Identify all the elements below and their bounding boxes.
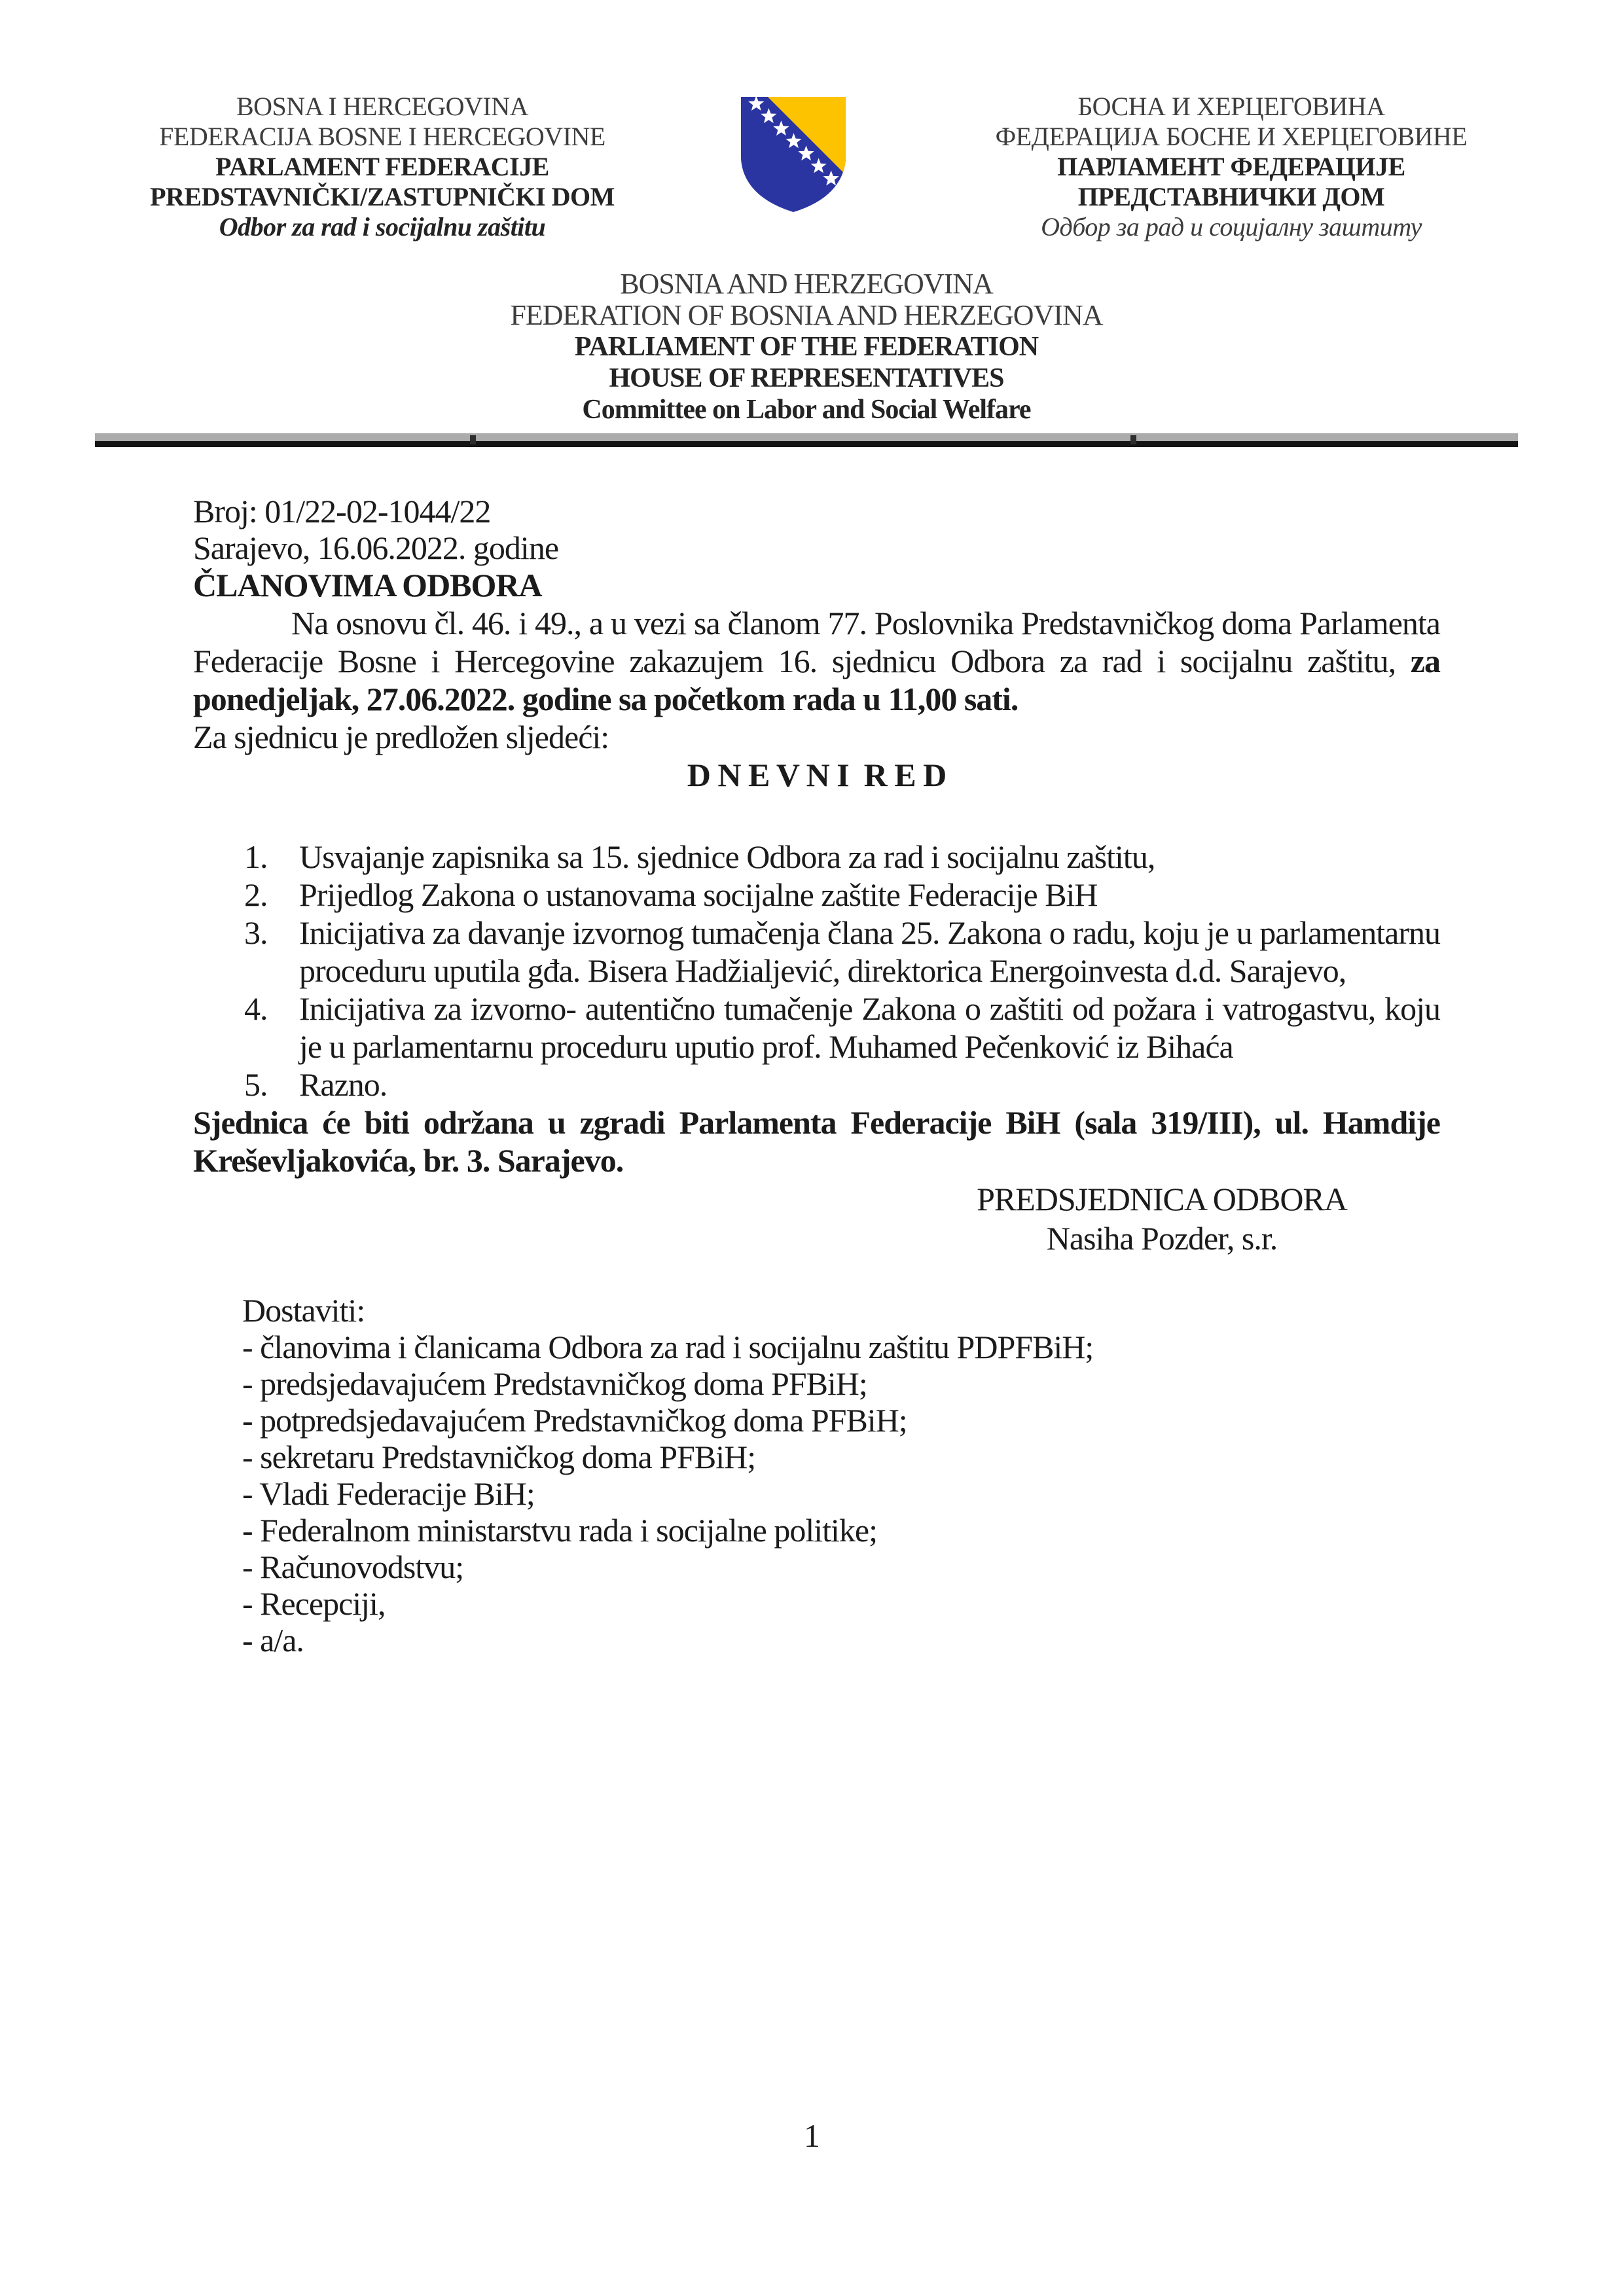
letterhead-bosnian-line: PREDSTAVNIČKI/ZASTUPNIČKI DOM	[150, 182, 615, 211]
addressee-heading: ČLANOVIMA ODBORA	[193, 567, 542, 603]
page-number: 1	[804, 2117, 820, 2154]
agenda-item-number: 2.	[244, 876, 268, 913]
distribution-item: - potpredsjedavajućem Predstavničkog doma PFBiH;	[242, 1402, 907, 1439]
distribution-item: - Računovodstvu;	[242, 1549, 464, 1585]
agenda-item-text: Usvajanje zapisnika sa 15. sjednice Odbora za rad i socijalnu zaštitu,	[299, 838, 1155, 875]
agenda-item-number: 3.	[244, 914, 268, 951]
letterhead-cyrillic-line: ПРЕДСТАВНИЧКИ ДОМ	[1077, 182, 1385, 211]
letterhead-cyrillic-line: ФЕДЕРАЦИЈА БОСНЕ И ХЕРЦЕГОВИНЕ	[995, 122, 1468, 151]
letterhead-english-line: BOSNIA AND HERZEGOVINA	[620, 268, 993, 300]
letterhead-cyrillic-line: Одбор за рад и социјалну заштиту	[1041, 212, 1422, 242]
divider-notch	[470, 435, 476, 444]
agenda-item-number: 1.	[244, 838, 268, 875]
distribution-item: - predsjedavajućem Predstavničkog doma PFBiH;	[242, 1365, 867, 1402]
agenda-item	[193, 876, 1440, 914]
agenda-item	[193, 838, 1440, 876]
letterhead-cyrillic-block	[916, 92, 1546, 242]
agenda-list	[193, 838, 1440, 1103]
letterhead-bosnian-line: PARLAMENT FEDERACIJE	[215, 152, 549, 181]
letterhead-bosnian-block	[95, 92, 670, 242]
venue-paragraph: Sjednica će biti održana u zgradi Parlamenta Federacije BiH (sala 319/III), ul. Hamdije Kreševljakovića, br. 3. Sarajevo.	[193, 1104, 1440, 1179]
proposal-line: Za sjednicu je predložen sljedeći:	[193, 719, 609, 755]
agenda-item-text: Prijedlog Zakona o ustanovama socijalne zaštite Federacije BiH	[299, 876, 1098, 913]
reference-date: Sarajevo, 16.06.2022. godine	[193, 529, 559, 566]
letterhead-english-line: HOUSE OF REPRESENTATIVES	[609, 363, 1004, 393]
distribution-item: - Recepciji,	[242, 1585, 386, 1622]
letterhead-cyrillic-line: ПАРЛАМЕНТ ФЕДЕРАЦИЈЕ	[1057, 152, 1405, 181]
agenda-item	[193, 990, 1440, 1066]
signature-block	[939, 1179, 1384, 1258]
letterhead-english-line: PARLIAMENT OF THE FEDERATION	[574, 332, 1039, 362]
letterhead	[95, 92, 1518, 242]
distribution-label: Dostaviti:	[242, 1292, 365, 1329]
agenda-item-number: 4.	[244, 990, 268, 1027]
intro-lead-text: Na osnovu čl. 46. i 49., a u vezi sa članom 77. Poslovnika Predstavničkog doma Parlamenta Federacije Bosne i Hercegovine zakazujem 16. sjednicu Odbora za rad i socijalnu zaštitu,	[193, 605, 1440, 679]
distribution-item: - članovima i članicama Odbora za rad i socijalnu zaštitu PDPFBiH;	[242, 1329, 1094, 1365]
letterhead-bosnian-line: Odbor za rad i socijalnu zaštitu	[219, 212, 546, 242]
divider-notch	[1130, 435, 1136, 444]
header-divider	[95, 433, 1518, 447]
agenda-title: D N E V N I R E D	[687, 757, 947, 793]
agenda-item-text: Inicijativa za davanje izvornog tumačenja člana 25. Zakona o radu, koju je u parlamentarnu proceduru uputila gđa. Bisera Hadžialjević, direktorica Energoinvesta d.d. Sarajevo,	[299, 914, 1440, 989]
letterhead-english-line: FEDERATION OF BOSNIA AND HERZEGOVINA	[510, 299, 1103, 331]
reference-number: Broj: 01/22-02-1044/22	[193, 493, 491, 529]
letterhead-emblem-column	[670, 92, 916, 216]
agenda-item-number: 5.	[244, 1066, 268, 1103]
agenda-item-text: Inicijativa za izvorno- autentično tumačenje Zakona o zaštiti od požara i vatrogastvu, koju je u parlamentarnu proceduru uputio prof. Muhamed Pečenković iz Bihaća	[299, 990, 1440, 1065]
letterhead-bosnian-line: FEDERACIJA BOSNE I HERCEGOVINE	[159, 122, 605, 151]
letterhead-english-line: Committee on Labor and Social Welfare	[582, 395, 1031, 425]
letterhead-cyrillic-line: БОСНА И ХЕРЦЕГОВИНА	[1077, 92, 1385, 121]
distribution-item: - Vladi Federacije BiH;	[242, 1475, 535, 1512]
signature-title: PREDSJEDNICA ODBORA	[977, 1181, 1347, 1217]
distribution-item: - sekretaru Predstavničkog doma PFBiH;	[242, 1439, 756, 1475]
coat-of-arms-icon	[736, 94, 851, 216]
distribution-item: - Federalnom ministarstvu rada i socijalne politike;	[242, 1512, 877, 1549]
intro-bold-text: za ponedjeljak, 27.06.2022. godine sa početkom rada u 11,00 sati.	[193, 643, 1440, 717]
letterhead-english-block	[95, 268, 1518, 425]
agenda-item	[193, 1066, 1440, 1103]
letterhead-bosnian-line: BOSNA I HERCEGOVINA	[236, 92, 529, 121]
agenda-item	[193, 914, 1440, 990]
agenda-item-text: Razno.	[299, 1066, 388, 1103]
intro-paragraph	[193, 604, 1440, 718]
distribution-block	[193, 1292, 1440, 1659]
reference-block	[193, 493, 1440, 566]
distribution-item: - a/a.	[242, 1622, 304, 1659]
signature-name: Nasiha Pozder, s.r.	[1046, 1220, 1278, 1257]
